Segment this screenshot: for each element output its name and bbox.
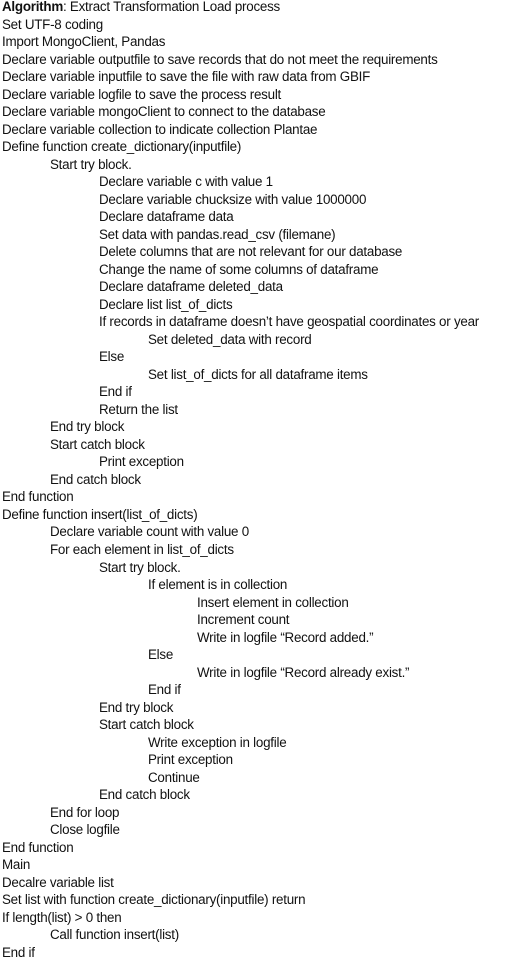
algorithm-line: Write exception in logfile [148,734,287,750]
algorithm-line: If length(list) > 0 then [2,909,122,925]
algorithm-line: Increment count [197,612,290,628]
algorithm-line: Declare dataframe data [99,209,234,225]
algorithm-line: Change the name of some columns of dataframe [99,261,379,277]
algorithm-line: If element is in collection [148,577,288,593]
algorithm-line: End try block [99,699,174,715]
algorithm-line: End if [148,682,181,698]
algorithm-line: End function [2,489,74,505]
algorithm-line: End try block [50,419,125,435]
algorithm-line: Print exception [99,454,184,470]
algorithm-line: If records in dataframe doesn’t have geospatial coordinates or year [99,314,479,330]
algorithm-title-label: Algorithm [2,0,63,14]
algorithm-line: Else [148,647,174,663]
algorithm-title [2,0,518,16]
algorithm-line: End if [2,944,35,960]
algorithm-line: Set data with pandas.read_csv (filemane) [99,226,336,242]
algorithm-line: End if [99,384,132,400]
algorithm-line: End for loop [50,804,120,820]
algorithm-line: Delete columns that are not relevant for our database [99,244,403,260]
algorithm-line: End catch block [99,787,190,803]
algorithm-line: Continue [148,769,200,785]
algorithm-line: Print exception [148,752,233,768]
algorithm-line: Set list with function create_dictionary(inputfile) return [2,892,306,908]
algorithm-title-text: : Extract Transformation Load process [62,0,280,14]
algorithm-line: Declare variable collection to indicate collection Plantae [2,121,318,137]
algorithm-lines [2,16,518,961]
algorithm-line: Write in logfile “Record already exist.” [197,664,410,680]
algorithm-line: Declare variable mongoClient to connect to the database [2,104,326,120]
algorithm-line: Set deleted_data with record [148,331,312,347]
algorithm-line: Declare dataframe deleted_data [99,279,283,295]
algorithm-line: For each element in list_of_dicts [50,541,234,557]
algorithm-line: Declare variable outputfile to save records that do not meet the requirements [2,51,438,67]
algorithm-line: Start catch block [50,436,145,452]
algorithm-line: Declare variable logfile to save the process result [2,86,282,102]
algorithm-line: Start try block. [50,156,132,172]
algorithm-line: Close logfile [50,822,120,838]
algorithm-listing [2,0,518,961]
algorithm-line: Decalre variable list [2,874,114,890]
algorithm-line: Declare list list_of_dicts [99,296,233,312]
algorithm-line: Set list_of_dicts for all dataframe items [148,366,368,382]
algorithm-line: Declare variable inputfile to save the file with raw data from GBIF [2,69,371,85]
algorithm-line: End catch block [50,471,141,487]
algorithm-line: Define function create_dictionary(inputfile) [2,139,242,155]
algorithm-line: Set UTF-8 coding [2,16,103,32]
algorithm-line: Declare variable c with value 1 [99,174,273,190]
algorithm-line: Write in logfile “Record added.” [197,629,374,645]
algorithm-line: Import MongoClient, Pandas [2,34,166,50]
algorithm-line: Declare variable count with value 0 [50,524,249,540]
algorithm-line: Main [2,857,31,873]
algorithm-line: Insert element in collection [197,594,349,610]
algorithm-line: Start try block. [99,559,181,575]
algorithm-line: Start catch block [99,717,194,733]
algorithm-line: End function [2,839,74,855]
algorithm-line: Declare variable chucksize with value 1000000 [99,191,367,207]
algorithm-line: Else [99,349,125,365]
algorithm-line: Call function insert(list) [50,927,179,943]
algorithm-line: Define function insert(list_of_dicts) [2,506,198,522]
algorithm-line: Return the list [99,401,178,417]
